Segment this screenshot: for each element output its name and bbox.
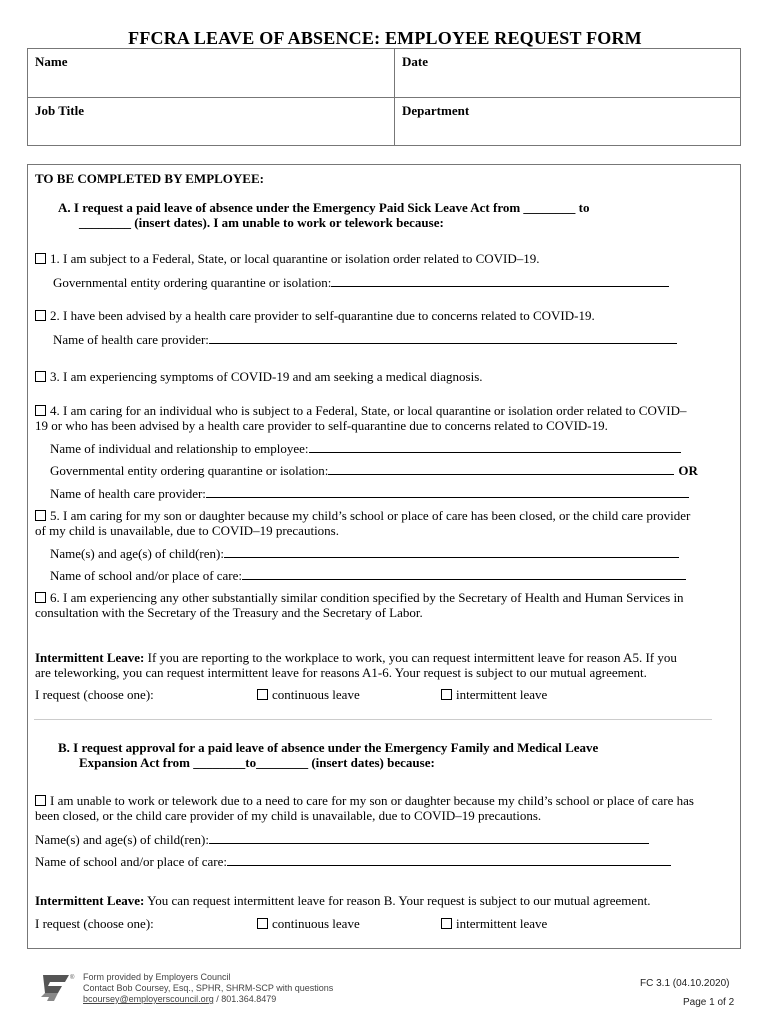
section-a-intro: A. I request a paid leave of absence under the Emergency Paid Sick Leave Act from ________ to [58,200,590,215]
reason-a3-text: 3. I am experiencing symptoms of COVID-19 and am seeking a medical diagnosis. [50,369,483,384]
b-intermittent-text: You can request intermittent leave for reason B. Your request is subject to our mutual agreement. [144,893,651,908]
a-intermittent-note-cont: are teleworking, you can request intermittent leave for reasons A1-6. Your request is subject to our mutual agreement. [35,665,647,680]
a-continuous-option[interactable] [257,687,360,702]
a1-entity-label: Governmental entity ordering quarantine or isolation: [53,275,332,290]
b-continuous-label: continuous leave [272,916,360,931]
reason-a1-text: 1. I am subject to a Federal, State, or local quarantine or isolation order related to COVID–19. [50,251,540,266]
reason-a6-cont: consultation with the Secretary of the Treasury and the Secretary of Labor. [35,605,423,620]
a5-children-input[interactable] [224,545,679,558]
reason-a2 [35,308,595,323]
section-b-intro: B. I request approval for a paid leave of absence under the Emergency Family and Medical Leave [58,740,599,755]
employers-council-logo-icon [35,969,75,1009]
footer-contact [83,972,333,1005]
form-code: FC 3.1 (04.10.2020) [640,978,730,989]
reason-b-text: I am unable to work or telework due to a need to care for my son or daughter because my child’s school or place of care has [50,793,694,808]
date-field[interactable]: Date [402,54,428,69]
b-children-input[interactable] [209,831,649,844]
b-school-field [35,853,671,869]
a1-entity-field [53,274,669,290]
a5-children-field [50,545,679,561]
contact-email-link[interactable]: bcoursey@employerscouncil.org [83,994,214,1004]
a-continuous-label: continuous leave [272,687,360,702]
reason-a5-cont: of my child is unavailable, due to COVID–19 precautions. [35,523,339,538]
section-heading: TO BE COMPLETED BY EMPLOYEE: [35,171,264,186]
section-b-intro-cont: Expansion Act from ________to________ (insert dates) because: [79,755,435,770]
a2-provider-input[interactable] [209,331,677,344]
footer-line1: Form provided by Employers Council [83,972,231,982]
b-continuous-checkbox[interactable] [257,918,268,929]
job-title-field[interactable]: Job Title [35,103,85,118]
a-intermittent-option[interactable] [441,687,547,702]
a4-entity-input[interactable] [328,462,674,475]
reason-a4-cont: 19 or who has been advised by a health care provider to self-quarantine due to concerns related to COVID-19. [35,418,608,433]
b-intermittent-label: Intermittent Leave: [35,893,145,908]
reason-a1-checkbox[interactable] [35,253,46,264]
a1-entity-input[interactable] [331,274,669,287]
b-continuous-option[interactable] [257,916,360,931]
a-intermittent-note [35,650,677,665]
reason-a5-text: 5. I am caring for my son or daughter because my child’s school or place of care has been closed, or the child care provider [50,508,691,523]
a4-individual-field [50,440,681,456]
reason-a6-text: 6. I am experiencing any other substantially similar condition specified by the Secretary of Health and Human Services in [50,590,684,605]
a4-entity-field [50,462,698,478]
a-continuous-checkbox[interactable] [257,689,268,700]
department-field[interactable]: Department [402,103,470,118]
a4-individual-label: Name of individual and relationship to employee: [50,441,309,456]
reason-a6 [35,590,684,605]
section-divider [34,719,712,720]
reason-a4 [35,403,686,418]
reason-b [35,793,694,808]
reason-a4-text: 4. I am caring for an individual who is subject to a Federal, State, or local quarantine or isolation order related to COVID– [50,403,687,418]
a5-school-field [50,567,686,583]
footer [0,965,770,1024]
a-request-label: I request (choose one): [35,687,154,702]
b-children-label: Name(s) and age(s) of child(ren): [35,832,209,847]
b-school-label: Name of school and/or place of care: [35,854,228,869]
section-a-intro-cont: ________ (insert dates). I am unable to work or telework because: [79,215,444,230]
b-intermittent-checkbox[interactable] [441,918,452,929]
a5-school-label: Name of school and/or place of care: [50,568,243,583]
b-request-label: I request (choose one): [35,916,154,931]
reason-b-cont: been closed, or the child care provider of my child is unavailable, due to COVID–19 precautions. [35,808,542,823]
b-intermittent-option-label: intermittent leave [456,916,548,931]
reason-a3-checkbox[interactable] [35,371,46,382]
employee-info-table [27,48,741,146]
a-intermittent-option-label: intermittent leave [456,687,548,702]
reason-a4-checkbox[interactable] [35,405,46,416]
b-intermittent-note [35,893,651,908]
reason-a2-text: 2. I have been advised by a health care provider to self-quarantine due to concerns related to COVID-19. [50,308,595,323]
a-intermittent-text: If you are reporting to the workplace to work, you can request intermittent leave for reason A5. If you [144,650,677,665]
page-number: Page 1 of 2 [683,997,735,1008]
b-school-input[interactable] [227,853,671,866]
footer-line2: Contact Bob Coursey, Esq., SPHR, SHRM-SCP with questions [83,983,334,993]
employee-section [27,164,741,949]
b-children-field [35,831,649,847]
a4-provider-field [50,485,689,501]
footer-line3 [83,994,333,1005]
reason-a1 [35,251,540,266]
a4-entity-label: Governmental entity ordering quarantine or isolation: [50,463,329,478]
or-label: OR [678,463,698,478]
a5-school-input[interactable] [242,567,686,580]
reason-a3 [35,369,483,384]
a4-provider-input[interactable] [206,485,689,498]
a-intermittent-label: Intermittent Leave: [35,650,145,665]
a2-provider-field [53,331,677,347]
contact-phone: / 801.364.8479 [213,994,277,1004]
reason-b-checkbox[interactable] [35,795,46,806]
a2-provider-label: Name of health care provider: [53,332,209,347]
reason-a5-checkbox[interactable] [35,510,46,521]
b-intermittent-option[interactable] [441,916,547,931]
reason-a6-checkbox[interactable] [35,592,46,603]
registered-mark: ® [70,975,75,981]
form-title: FFCRA LEAVE OF ABSENCE: EMPLOYEE REQUEST FORM [128,28,642,48]
a4-individual-input[interactable] [309,440,681,453]
reason-a5 [35,508,690,523]
a5-children-label: Name(s) and age(s) of child(ren): [50,546,224,561]
divider [28,97,740,98]
name-field[interactable]: Name [35,54,68,69]
reason-a2-checkbox[interactable] [35,310,46,321]
a-intermittent-checkbox[interactable] [441,689,452,700]
a4-provider-label: Name of health care provider: [50,486,206,501]
